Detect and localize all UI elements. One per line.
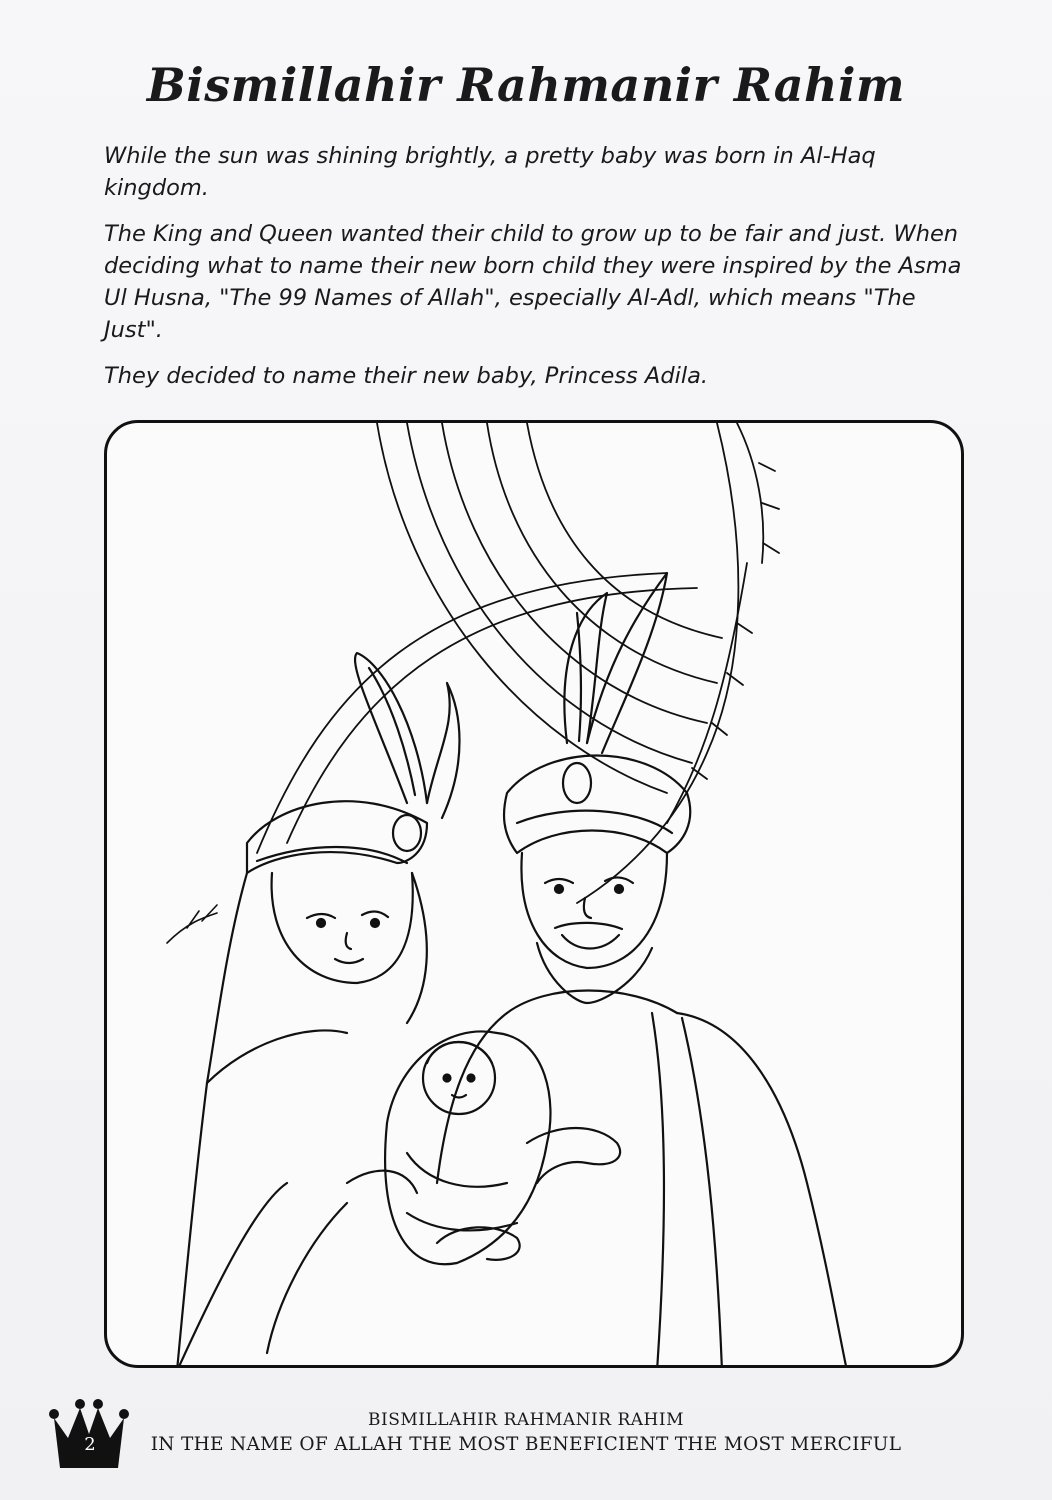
queen-feather [355,653,459,818]
footer-line-1: BISMILLAHIR RAHMANIR RAHIM [368,1410,684,1430]
story-text [104,140,964,406]
queen-figure [177,801,427,1368]
page-title: Bismillahir Rahmanir Rahim [146,58,906,112]
story-paragraph: While the sun was shining brightly, a pretty baby was born in Al-Haq kingdom. [104,143,876,201]
page-footer [0,1410,1052,1455]
curtain-drape [257,423,779,903]
king-figure [437,756,847,1369]
branch [167,905,217,943]
story-paragraph: The King and Queen wanted their child to grow up to be fair and just. When deciding what to name their new born child they were inspired by the Asma Ul Husna, "The 99 Names of Allah", especially Al-Adl, which means "The Just". [104,221,962,343]
royal-family-illustration [107,423,964,1368]
footer-line-2: IN THE NAME OF ALLAH THE MOST BENEFICIENT THE MOST MERCIFUL [150,1434,902,1455]
story-paragraph: They decided to name their new baby, Princess Adila. [104,363,709,389]
illustration-frame [104,420,964,1368]
page-number: 2 [84,1434,96,1455]
